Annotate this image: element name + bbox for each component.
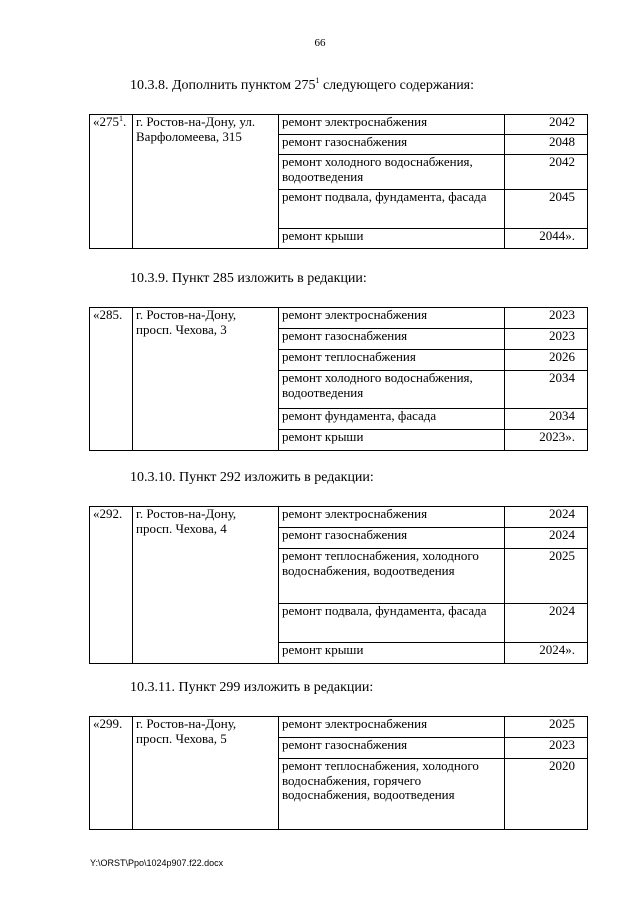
work-cell: ремонт подвала, фундамента, фасада: [279, 190, 505, 229]
work-cell: ремонт холодного водоснабжения, водоотведения: [279, 155, 505, 190]
year-cell: 2034: [505, 371, 588, 409]
work-cell: ремонт теплоснабжения: [279, 350, 505, 371]
year-cell: 2023: [505, 329, 588, 350]
work-cell: ремонт электроснабжения: [279, 115, 505, 135]
address-cell: г. Ростов-на-Дону, просп. Чехова, 4: [133, 507, 279, 664]
work-cell: ремонт электроснабжения: [279, 308, 505, 329]
work-cell: ремонт теплоснабжения, холодного водоснабжения, горячего водоснабжения, водоотведения: [279, 759, 505, 830]
item-number-cell: «285.: [90, 308, 133, 451]
works-table: [89, 114, 588, 249]
year-cell: 2045: [505, 190, 588, 229]
address-cell: г. Ростов-на-Дону, просп. Чехова, 5: [133, 717, 279, 830]
year-cell: 2023: [505, 738, 588, 759]
year-cell: 2024: [505, 604, 588, 643]
year-cell: 2024: [505, 507, 588, 528]
item-number-cell: «$275^1$.: [90, 115, 133, 249]
year-cell: 2044».: [505, 229, 588, 249]
year-cell: 2023».: [505, 430, 588, 451]
works-table: [89, 716, 588, 830]
work-cell: ремонт теплоснабжения, холодного водоснабжения, водоотведения: [279, 549, 505, 604]
year-cell: 2025: [505, 717, 588, 738]
year-cell: 2020: [505, 759, 588, 830]
page-number: 66: [314, 37, 326, 49]
section-heading: 10.3.9. Пункт 285 изложить в редакции:: [130, 271, 367, 286]
work-cell: ремонт фундамента, фасада: [279, 409, 505, 430]
year-cell: 2025: [505, 549, 588, 604]
year-cell: 2034: [505, 409, 588, 430]
document-path-footer: Y:\ORST\Ppo\1024p907.f22.docx: [90, 858, 224, 868]
item-number-cell: «292.: [90, 507, 133, 664]
work-cell: ремонт электроснабжения: [279, 717, 505, 738]
year-cell: 2024: [505, 528, 588, 549]
work-cell: ремонт холодного водоснабжения, водоотведения: [279, 371, 505, 409]
year-cell: 2024».: [505, 643, 588, 664]
section-heading: 10.3.10. Пункт 292 изложить в редакции:: [130, 470, 374, 485]
work-cell: ремонт крыши: [279, 643, 505, 664]
work-cell: ремонт электроснабжения: [279, 507, 505, 528]
work-cell: ремонт крыши: [279, 430, 505, 451]
address-cell: г. Ростов-на-Дону, просп. Чехова, 3: [133, 308, 279, 451]
year-cell: 2023: [505, 308, 588, 329]
work-cell: ремонт газоснабжения: [279, 329, 505, 350]
work-cell: ремонт крыши: [279, 229, 505, 249]
work-cell: ремонт газоснабжения: [279, 528, 505, 549]
section-heading: 10.3.11. Пункт 299 изложить в редакции:: [130, 680, 374, 695]
works-table: [89, 307, 588, 451]
year-cell: 2042: [505, 115, 588, 135]
address-cell: г. Ростов-на-Дону, ул. Варфоломеева, 315: [133, 115, 279, 249]
works-table: [89, 506, 588, 664]
year-cell: 2048: [505, 135, 588, 155]
work-cell: ремонт газоснабжения: [279, 738, 505, 759]
year-cell: 2026: [505, 350, 588, 371]
work-cell: ремонт газоснабжения: [279, 135, 505, 155]
item-number-cell: «299.: [90, 717, 133, 830]
section-heading: 10.3.8. Дополнить пунктом $275^1$ следующего содержания:: [130, 76, 475, 93]
work-cell: ремонт подвала, фундамента, фасада: [279, 604, 505, 643]
year-cell: 2042: [505, 155, 588, 190]
